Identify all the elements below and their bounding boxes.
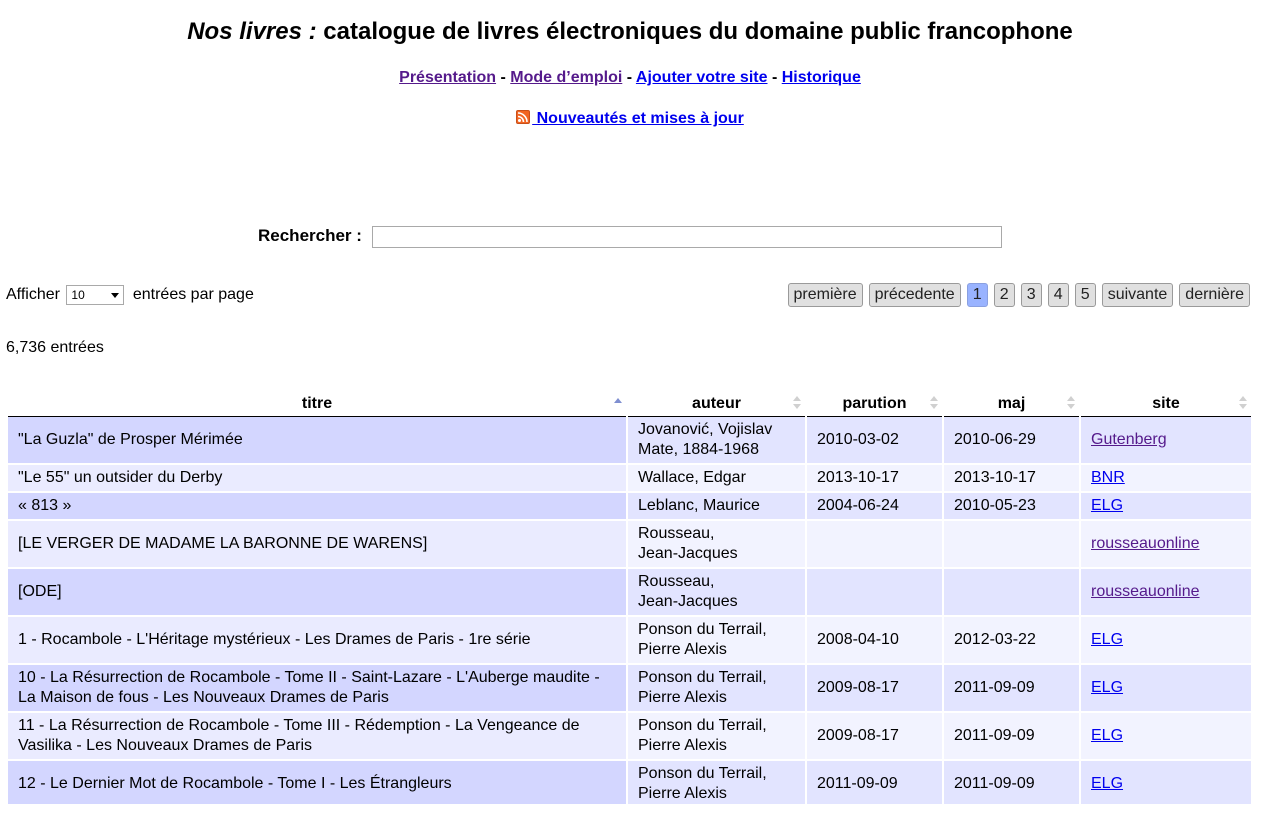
- nav-separator: -: [496, 69, 511, 86]
- sort-arrows-icon: [1067, 396, 1075, 410]
- rss-row: [0, 109, 1260, 129]
- first-page-button[interactable]: première: [788, 283, 863, 307]
- nav-link-presentation[interactable]: Présentation: [399, 69, 497, 86]
- cell-auteur: [628, 569, 805, 617]
- column-label: parution: [842, 395, 907, 412]
- cell-maj: [944, 521, 1079, 569]
- cell-site: [1081, 569, 1251, 617]
- author-line: Ponson du Terrail,: [638, 669, 767, 686]
- cell-parution: [807, 521, 942, 569]
- author-line: Jovanović, Vojislav: [638, 421, 773, 438]
- cell-maj: 2011-09-09: [944, 713, 1079, 761]
- column-label: maj: [997, 395, 1026, 412]
- cell-site: [1081, 665, 1251, 713]
- cell-auteur: [628, 665, 805, 713]
- author-line: Rousseau,: [638, 525, 715, 542]
- cell-parution: 2010-03-02: [807, 417, 942, 465]
- cell-auteur: [628, 761, 805, 804]
- table-row: [8, 465, 1251, 493]
- cell-site: [1081, 465, 1251, 493]
- cell-titre: 10 - La Résurrection de Rocambole - Tome II - Saint-Lazare - L'Auberge maudite - La Maison de fous - Les Nouveaux Drames de Paris: [8, 665, 626, 713]
- column-header-parution[interactable]: [807, 392, 942, 417]
- table-row: [8, 493, 1251, 521]
- search-label: Rechercher :: [258, 226, 362, 245]
- cell-auteur: [628, 617, 805, 665]
- column-label: auteur: [692, 395, 741, 412]
- column-header-maj[interactable]: [944, 392, 1079, 417]
- cell-titre: 12 - Le Dernier Mot de Rocambole - Tome I - Les Étrangleurs: [8, 761, 626, 804]
- author-line: Wallace, Edgar: [638, 469, 746, 486]
- page-title-italic: Nos livres :: [187, 18, 317, 45]
- nav-link-historique[interactable]: Historique: [781, 69, 861, 86]
- page-length-control: [6, 285, 254, 305]
- table-row: [8, 761, 1251, 804]
- table-body: [8, 417, 1251, 804]
- sort-arrows-icon: [793, 396, 801, 410]
- rss-feed-icon[interactable]: [516, 110, 530, 124]
- cell-parution: 2004-06-24: [807, 493, 942, 521]
- author-line: Leblanc, Maurice: [638, 497, 760, 514]
- length-prefix: Afficher: [6, 286, 60, 304]
- page-button-4[interactable]: 4: [1048, 283, 1069, 307]
- page-length-select[interactable]: [66, 285, 124, 305]
- table-row: [8, 417, 1251, 465]
- entries-count: 6,736 entrées: [6, 339, 104, 356]
- cell-titre: « 813 »: [8, 493, 626, 521]
- page-button-1[interactable]: 1: [967, 283, 988, 307]
- author-line: Pierre Alexis: [638, 641, 727, 658]
- column-header-auteur[interactable]: [628, 392, 805, 417]
- sort-ascending-icon: [614, 396, 622, 410]
- cell-titre: [LE VERGER DE MADAME LA BARONNE DE WARENS]: [8, 521, 626, 569]
- site-link[interactable]: ELG: [1091, 631, 1124, 648]
- nav-separator: -: [767, 69, 782, 86]
- rss-link[interactable]: Nouveautés et mises à jour: [532, 110, 744, 127]
- cell-site: [1081, 521, 1251, 569]
- site-link[interactable]: Gutenberg: [1091, 431, 1167, 448]
- author-line: Jean-Jacques: [638, 593, 738, 610]
- table-row: [8, 665, 1251, 713]
- cell-auteur: [628, 493, 805, 521]
- cell-parution: [807, 569, 942, 617]
- column-label: titre: [301, 395, 333, 412]
- cell-titre: 11 - La Résurrection de Rocambole - Tome III - Rédemption - La Vengeance de Vasilika - Les Nouveaux Drames de Paris: [8, 713, 626, 761]
- cell-titre: [ODE]: [8, 569, 626, 617]
- table-header-row: [8, 392, 1251, 417]
- cell-maj: 2012-03-22: [944, 617, 1079, 665]
- cell-auteur: [628, 521, 805, 569]
- cell-maj: 2010-06-29: [944, 417, 1079, 465]
- page-length-value: 10: [71, 288, 85, 302]
- cell-titre: "La Guzla" de Prosper Mérimée: [8, 417, 626, 465]
- site-link[interactable]: ELG: [1091, 775, 1124, 792]
- cell-maj: 2011-09-09: [944, 761, 1079, 804]
- next-page-button[interactable]: suivante: [1102, 283, 1174, 307]
- cell-site: [1081, 761, 1251, 804]
- page-button-5[interactable]: 5: [1075, 283, 1096, 307]
- cell-maj: 2010-05-23: [944, 493, 1079, 521]
- cell-maj: 2011-09-09: [944, 665, 1079, 713]
- previous-page-button[interactable]: précedente: [869, 283, 961, 307]
- cell-titre: "Le 55" un outsider du Derby: [8, 465, 626, 493]
- page-title: [0, 17, 1260, 47]
- catalogue-table: [6, 392, 1253, 804]
- cell-parution: 2013-10-17: [807, 465, 942, 493]
- page-title-rest: catalogue de livres électroniques du domaine public francophone: [316, 18, 1073, 45]
- cell-parution: 2009-08-17: [807, 665, 942, 713]
- cell-site: [1081, 493, 1251, 521]
- cell-parution: 2008-04-10: [807, 617, 942, 665]
- sort-arrows-icon: [1239, 396, 1247, 410]
- author-line: Ponson du Terrail,: [638, 717, 767, 734]
- site-link[interactable]: ELG: [1091, 727, 1124, 744]
- length-suffix: entrées par page: [132, 286, 254, 304]
- cell-auteur: [628, 417, 805, 465]
- site-link[interactable]: ELG: [1091, 497, 1124, 514]
- page-button-3[interactable]: 3: [1021, 283, 1042, 307]
- nav-link-ajouter-site[interactable]: Ajouter votre site: [635, 69, 768, 86]
- table-row: [8, 569, 1251, 617]
- cell-site: [1081, 713, 1251, 761]
- column-header-site[interactable]: [1081, 392, 1251, 417]
- top-nav: [0, 68, 1260, 88]
- table-row: [8, 617, 1251, 665]
- site-link[interactable]: rousseauonline: [1091, 535, 1200, 552]
- site-link[interactable]: rousseauonline: [1091, 583, 1200, 600]
- cell-titre: 1 - Rocambole - L'Héritage mystérieux - Les Drames de Paris - 1re série: [8, 617, 626, 665]
- author-line: Jean-Jacques: [638, 545, 738, 562]
- nav-separator: -: [622, 69, 636, 86]
- cell-site: [1081, 617, 1251, 665]
- cell-parution: 2011-09-09: [807, 761, 942, 804]
- column-label: site: [1152, 395, 1180, 412]
- cell-parution: 2009-08-17: [807, 713, 942, 761]
- author-line: Pierre Alexis: [638, 689, 727, 706]
- cell-site: [1081, 417, 1251, 465]
- site-link[interactable]: BNR: [1091, 469, 1125, 486]
- cell-maj: [944, 569, 1079, 617]
- sort-arrows-icon: [930, 396, 938, 410]
- page-button-2[interactable]: 2: [994, 283, 1015, 307]
- author-line: Ponson du Terrail,: [638, 621, 767, 638]
- pagination: [788, 283, 1251, 307]
- search-input[interactable]: [372, 226, 1002, 248]
- author-line: Pierre Alexis: [638, 785, 727, 802]
- author-line: Mate, 1884-1968: [638, 441, 759, 458]
- table-viewport: [0, 392, 1274, 804]
- cell-auteur: [628, 465, 805, 493]
- author-line: Rousseau,: [638, 573, 715, 590]
- cell-auteur: [628, 713, 805, 761]
- chevron-down-icon: [111, 293, 119, 298]
- author-line: Ponson du Terrail,: [638, 765, 767, 782]
- table-row: [8, 521, 1251, 569]
- column-header-titre[interactable]: [8, 392, 626, 417]
- site-link[interactable]: ELG: [1091, 679, 1124, 696]
- nav-link-mode-emploi[interactable]: Mode d’emploi: [510, 69, 623, 86]
- cell-maj: 2013-10-17: [944, 465, 1079, 493]
- author-line: Pierre Alexis: [638, 737, 727, 754]
- table-row: [8, 713, 1251, 761]
- last-page-button[interactable]: dernière: [1179, 283, 1250, 307]
